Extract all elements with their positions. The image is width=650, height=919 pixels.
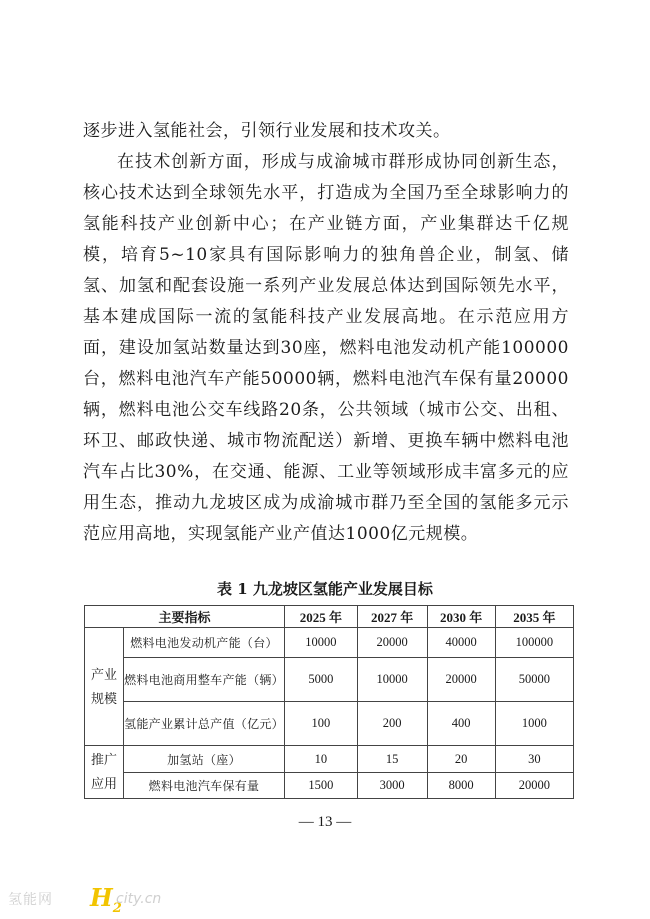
value-cell: 20 (427, 746, 495, 773)
table-row (85, 628, 574, 658)
paragraph-1: 逐步进入氢能社会，引领行业发展和技术攻关。 (83, 121, 451, 141)
header-indicator: 主要指标 (85, 606, 285, 628)
value-cell: 5000 (284, 658, 357, 702)
h2-logo-icon: $H_2$ (90, 883, 122, 916)
indicator-cell: 燃料电池汽车保有量 (124, 773, 285, 799)
development-targets-table (84, 605, 574, 799)
page-number: — 13 — (298, 814, 352, 830)
header-year-2035: 2035 年 (495, 606, 573, 628)
header-year-2030: 2030 年 (427, 606, 495, 628)
value-cell: 1000 (495, 702, 573, 746)
value-cell: 30 (495, 746, 573, 773)
table-caption: 表 1 九龙坡区氢能产业发展目标 (217, 580, 433, 598)
header-year-2027: 2027 年 (357, 606, 427, 628)
indicator-cell: 燃料电池发动机产能（台） (124, 628, 285, 658)
value-cell: 10000 (284, 628, 357, 658)
watermark-chinese-text: 氢能网 (8, 892, 53, 908)
value-cell: 10 (284, 746, 357, 773)
group-label-promotion: 推广 应用 (85, 746, 124, 799)
value-cell: 20000 (427, 658, 495, 702)
value-cell: 10000 (357, 658, 427, 702)
value-cell: 50000 (495, 658, 573, 702)
value-cell: 3000 (357, 773, 427, 799)
value-cell: 400 (427, 702, 495, 746)
value-cell: 20000 (357, 628, 427, 658)
table-row (85, 773, 574, 799)
value-cell: 8000 (427, 773, 495, 799)
value-cell: 200 (357, 702, 427, 746)
value-cell: 15 (357, 746, 427, 773)
watermark-domain: city.cn (116, 891, 162, 907)
paragraph-2: 在技术创新方面，形成与成渝城市群形成协同创新生态，核心技术达到全球领先水平，打造成为全国乃至全球影响力的氢能科技产业创新中心；在产业链方面，产业集群达千亿规模，培育5~10家具有国际影响力的独角兽企业，制氢、储氢、加氢和配套设施一系列产业发展总体达到国际领先水平，基本建成国际一流的氢能科技产业发展高地。在示范应用方面，建设加氢站数量达到30座，燃料电池发动机产能100000台，燃料电池汽车产能50000辆，燃料电池汽车保有量20000辆，燃料电池公交车线路20条，公共领域（城市公交、出租、环卫、邮政快递、城市物流配送）新增、更换车辆中燃料电池汽车占比30%，在交通、能源、工业等领域形成丰富多元的应用生态，推动九龙坡区成为成渝城市群乃至全国的氢能多元示范应用高地，实现氢能产业产值达1000亿元规模。 (83, 152, 569, 544)
table-row (85, 658, 574, 702)
value-cell: 100 (284, 702, 357, 746)
table-row (85, 702, 574, 746)
body-text (83, 116, 569, 550)
value-cell: 1500 (284, 773, 357, 799)
header-year-2025: 2025 年 (284, 606, 357, 628)
table-row (85, 746, 574, 773)
site-watermark (8, 883, 208, 916)
value-cell: 40000 (427, 628, 495, 658)
value-cell: 20000 (495, 773, 573, 799)
table-header-row (85, 606, 574, 628)
group-label-industry-scale: 产业 规模 (85, 628, 124, 746)
indicator-cell: 加氢站（座） (124, 746, 285, 773)
indicator-cell: 燃料电池商用整车产能（辆） (124, 658, 285, 702)
value-cell: 100000 (495, 628, 573, 658)
indicator-cell: 氢能产业累计总产值（亿元） (124, 702, 285, 746)
